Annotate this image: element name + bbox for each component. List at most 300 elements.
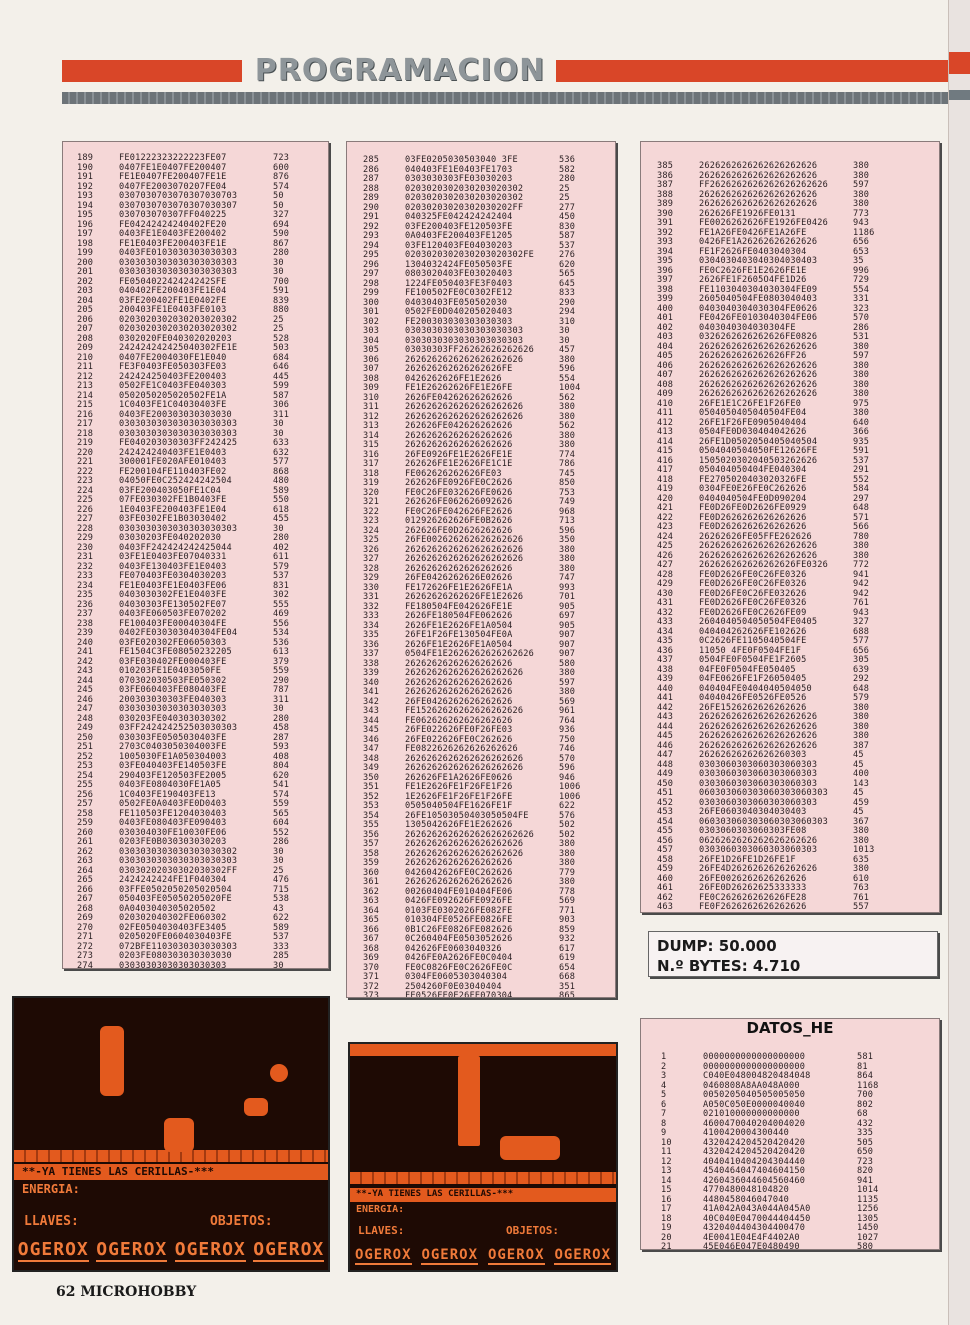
hex-data: 0103FE0302026FE082FE [405,905,513,916]
checksum: 867 [273,238,290,249]
page-footer: 62 MICROHOBBY [56,1284,197,1300]
hex-data: 040325FE042424242404 [405,212,513,222]
line-number: 19 [661,1223,672,1233]
line-number: 209 [77,343,94,353]
checksum: 554 [559,373,576,384]
hex-data: FE1E26262626FE1E26FE [405,383,513,393]
hex-data: FE050402242424242SFE [119,276,227,287]
hex-data: FE100502FE0C0302FE12 [405,288,513,298]
edge-stripe-grey [949,90,970,100]
checksum: 996 [853,265,870,276]
hex-data: 0407FE2003070207FE04 [119,181,227,192]
line-number: 413 [657,427,674,437]
checksum: 880 [273,305,290,315]
checksum: 833 [559,288,576,298]
game2-logo: OGEROX [354,1247,412,1263]
checksum: 600 [273,162,290,173]
checksum: 459 [853,797,870,808]
listing-row [363,992,593,998]
hex-data: 1E0403FE200403FE1E04 [119,504,227,515]
checksum: 576 [559,810,576,821]
checksum: 942 [853,588,870,599]
line-number: 371 [363,972,380,982]
checksum: 648 [853,503,870,513]
hex-data: 0502FE0D040205020403 [405,307,513,317]
game1-objetos: OBJETOS: [210,1214,273,1229]
line-number: 458 [657,854,674,865]
checksum: 943 [853,218,870,228]
hex-data: 0303030303030303030303 [119,428,238,439]
game1-banner: **-YA TIENES LAS CERILLAS-*** [22,1165,215,1178]
line-number: 339 [363,668,380,678]
line-number: 433 [657,617,674,627]
checksum: 566 [853,522,870,532]
hex-data: 0307030703070307030307 [119,200,238,211]
hex-data: 0303030303030303030303 [405,326,524,336]
hex-data: 060303060303060303060303 [699,788,828,798]
line-number: 316 [363,449,380,460]
line-number: 264 [77,865,94,876]
hex-data: 0502FE0A0403FE0D0403 [119,799,227,809]
checksum: 581 [857,1052,874,1062]
hex-data: FE0D26FE0D2626FE0929 [699,503,807,513]
hex-data: 060303060303060303060303 [699,816,828,827]
line-number: 394 [657,246,674,257]
game2-energia: ENERGIA: [356,1204,405,1215]
line-number: 387 [657,180,674,190]
checksum: 276 [559,250,576,260]
hex-data: 262626FE042626262626 [405,421,513,431]
checksum: 380 [853,721,870,732]
line-number: 245 [77,685,94,695]
hex-data: 1305042626FE1E262626 [405,820,513,830]
checksum: 30 [273,856,284,866]
checksum: 688 [853,626,870,637]
hex-data: FE0822626262626262626 [405,744,518,754]
checksum: 557 [853,902,870,912]
checksum: 653 [853,246,870,257]
line-number: 331 [363,592,380,602]
hex-data: 26262626262626262626 [405,563,513,574]
line-number: 212 [77,371,94,382]
game2-logo-row [350,1244,616,1268]
line-number: 410 [657,398,674,409]
header-rule [62,92,948,104]
line-number: 315 [363,440,380,450]
checksum: 700 [857,1090,874,1100]
hex-data: 0203FE0B030303030203 [119,837,227,847]
checksum: 457 [559,345,576,355]
line-number: 291 [363,212,380,222]
hex-data: 2626FE04262626262626 [405,392,513,403]
hex-data: 0504FE0F0504FE1F2605 [699,655,807,665]
line-number: 396 [657,265,674,276]
line-number: 252 [77,751,94,762]
line-number: 403 [657,332,674,342]
hex-data: 07FE030302FE1B0403FE [119,495,227,505]
line-number: 442 [657,702,674,713]
checksum: 537 [273,932,290,942]
checksum: 700 [273,276,290,287]
line-number: 436 [657,645,674,656]
checksum: 729 [853,275,870,285]
line-number: 214 [77,390,94,401]
line-number: 320 [363,487,380,498]
hex-data: FE0526FE0E26FE070304 [405,991,513,998]
checksum: 620 [559,259,576,270]
checksum: 367 [853,816,870,827]
hex-data: FE0F2626262626262626 [699,902,807,912]
checksum: 45 [853,759,864,770]
line-number: 367 [363,934,380,944]
line-number: 222 [77,466,94,477]
checksum: 570 [853,313,870,323]
line-number: 362 [363,886,380,897]
hex-data: FE0D2626FE0C26FE0326 [699,579,807,589]
line-number: 6 [661,1099,667,1110]
checksum: 380 [853,712,870,722]
hex-data: 010203FE1E0403050FE [119,666,222,676]
line-number: 310 [363,392,380,403]
hex-data: FE3F0403FE050303FE03 [119,362,227,372]
checksum: 1135 [857,1194,879,1205]
checksum: 694 [273,219,290,230]
line-number: 236 [77,599,94,610]
line-number: 7 [661,1109,667,1119]
checksum: 432 [857,1118,874,1129]
checksum: 859 [559,924,576,935]
line-number: 230 [77,542,94,553]
hex-data: 262626FE0D2626262626 [405,525,513,536]
checksum: 81 [857,1061,868,1072]
hex-data: 04FE0626FE1F26050405 [699,674,807,684]
line-number: 233 [77,571,94,581]
hex-data: 0304FE0E26FE0C262626 [699,484,807,494]
line-number: 303 [363,326,380,336]
line-number: 305 [363,345,380,355]
line-number: 2 [661,1061,667,1072]
checksum: 380 [559,354,576,365]
checksum: 620 [273,770,290,781]
checksum: 591 [273,286,290,296]
checksum: 839 [273,295,290,306]
line-number: 430 [657,588,674,599]
hex-data: 0403FF242424242425044 [119,542,232,553]
line-number: 306 [363,354,380,365]
checksum: 528 [273,333,290,344]
hex-data: 26FE022626FE0F26FE03 [405,725,513,735]
checksum: 905 [559,601,576,612]
checksum: 450 [559,212,576,222]
checksum: 45 [853,788,864,798]
hex-data: 26262626262626FE1E2626 [405,592,524,602]
checksum: 380 [853,170,870,181]
checksum: 865 [559,991,576,998]
checksum: 380 [853,189,870,200]
hex-data: FF2626262626262626262626 [699,180,828,190]
checksum: 476 [273,875,290,885]
checksum: 402 [273,542,290,553]
checksum: 654 [559,962,576,973]
checksum: 45 [853,807,864,817]
line-number: 216 [77,409,94,420]
checksum: 25 [273,865,284,876]
checksum: 613 [273,647,290,657]
listing-panel-3 [640,141,940,913]
hex-data: 0404040504FE0D090204 [699,493,807,504]
hex-data: 012926262626FE0B2626 [405,516,513,526]
line-number: 229 [77,533,94,543]
hex-data: 2626FE1F2605O4FE1D26 [699,275,807,285]
line-number: 407 [657,370,674,380]
hex-data: 2626262626262626262626 [699,379,818,390]
line-number: 271 [77,932,94,942]
line-number: 319 [363,478,380,488]
game2-llaves: LLAVES: [358,1224,405,1237]
checksum: 380 [853,550,870,561]
hex-data: 2626262626262626262626 [405,753,524,764]
checksum: 30 [273,257,284,268]
line-number: 322 [363,506,380,517]
hex-data: FE100403FE00040304FE [119,618,227,629]
line-number: 274 [77,960,94,969]
checksum: 941 [853,569,870,580]
checksum: 580 [857,1242,874,1250]
line-number: 242 [77,656,94,667]
checksum: 587 [273,390,290,401]
hex-data: 2626262626262626262626 [699,389,818,399]
hex-data: 4770480048104820 [703,1185,789,1195]
hex-data: 04050FE0C252424242504 [119,476,232,486]
line-number: 296 [363,259,380,270]
hex-data: 26262626262626262626 [405,658,513,669]
line-number: 15 [661,1185,672,1195]
line-number: 247 [77,704,94,714]
checksum: 562 [559,421,576,431]
hex-data: FE1E0407FE200407FE1E [119,172,227,182]
hex-data: 1005030FE1A050304003 [119,751,227,762]
line-number: 1 [661,1052,667,1062]
hex-data: 0307030703070307030703 [119,191,238,201]
hex-data: 0502FE1C0403FE040303 [119,381,227,391]
hex-data: FE040203030303FF242425 [119,438,238,448]
hex-data: 03030303030303030303 [119,960,227,969]
game2-floor [350,1172,616,1184]
hex-data: 0303030303030303030303 [119,523,238,534]
checksum: 290 [273,675,290,686]
line-number [657,913,699,914]
hex-data: 0302020FE040302020203 [119,333,232,344]
checksum: 380 [853,370,870,380]
hex-data: FE1103040304030304FE09 [699,284,818,295]
hex-data: 26FE0926FE1E2626FE1E [405,449,513,460]
hex-data: 03030202030302030302FF [119,865,238,876]
hex-data: 03030203FE040202030 [119,533,222,543]
hex-data: FE0D2626FE0C26FE0326 [699,598,807,608]
hex-data: 03FE020302FE06050303 [119,637,227,648]
line-number: 218 [77,428,94,439]
checksum: 445 [273,371,290,382]
line-number: 258 [77,808,94,819]
checksum: 975 [853,398,870,409]
hex-data: FE200104FE110403FE02 [119,466,227,477]
hex-data: 0403FE0804030FE1A05 [119,780,222,790]
hex-data: 262626FE0926FE0C2626 [405,478,513,488]
checksum: 537 [559,240,576,251]
line-number: 11 [661,1147,672,1157]
line-number: 313 [363,421,380,431]
line-number: 193 [77,191,94,201]
hex-data: 26FE1D26FE1D26FE1F [699,854,796,865]
checksum: 753 [559,487,576,498]
checksum: 589 [273,485,290,496]
checksum: 555 [273,599,290,610]
hex-data: 4260436044604560460 [703,1175,806,1186]
hex-data: 040404262626FE102626 [699,626,807,637]
line-number: 432 [657,607,674,618]
hex-data: FE172626FE1E2626FE1A [405,582,513,593]
game2-ceiling [350,1044,616,1056]
checksum: 1013 [853,845,875,855]
hex-data: 0426FE0A2626FE0C0404 [405,953,513,963]
hex-data: 0504FE1E2626262626262626 [405,649,534,659]
hex-data: 050403FE05050205020FE [119,894,232,904]
checksum: 25 [273,324,284,334]
line-number: 356 [363,829,380,840]
line-number: 397 [657,275,674,285]
hex-data: 0203020302030203020302 [119,314,238,325]
checksum: 1186 [853,227,875,238]
hex-data: 26262626262626262626 [405,877,513,887]
hex-data: 02030203020302030202FF [405,202,524,213]
line-number: 359 [363,858,380,868]
checksum: 541 [273,780,290,790]
checksum: 331 [853,294,870,304]
checksum: 408 [273,751,290,762]
game2-pillar [458,1056,480,1146]
line-number: 330 [363,582,380,593]
line-number: 199 [77,248,94,258]
checksum: 639 [853,664,870,675]
hex-data: 2626FE1E2626FE1A0504 [405,639,513,650]
hex-data: 0403040304030304FE [699,322,796,333]
checksum: 291 [853,465,870,475]
game1-logo: OGEROX [96,1238,168,1260]
line-number: 12 [661,1156,672,1167]
hex-data: FE180504FE042626FE1E [405,601,513,612]
line-number: 390 [657,208,674,219]
game2-logo: OGEROX [421,1247,479,1263]
hex-data: 0303060303060303060303 [699,778,818,789]
line-number: 220 [77,447,94,458]
line-number: 196 [77,219,94,230]
line-number: 447 [657,750,674,760]
line-number: 249 [77,723,94,733]
checksum: 323 [853,303,870,314]
line-number: 460 [657,873,674,884]
line-number: 340 [363,677,380,688]
hex-data: 262626FE1926FE0131 [699,208,796,219]
checksum: 764 [559,715,576,726]
hex-data: 242424240403FE1E0403 [119,447,227,458]
hex-data: FE0D2626FE0C26FE0326 [699,569,807,580]
hex-data: 2626262626262626262626 [405,411,524,422]
line-number: 259 [77,818,94,828]
checksum: 596 [559,364,576,374]
line-number: 14 [661,1175,672,1186]
checksum: 713 [559,516,576,526]
hex-data: 1C0403FE190403FE13 [119,789,216,800]
line-number: 309 [363,383,380,393]
checksum: 761 [853,892,870,903]
line-number: 427 [657,560,674,570]
hex-data: 26FE0603040304030403 [699,807,807,817]
header-bar-right [556,60,948,82]
line-number: 308 [363,373,380,384]
line-number: 329 [363,573,380,583]
hex-data: 021010000000000000 [703,1109,800,1119]
checksum: 505 [857,1137,874,1148]
checksum: 286 [853,322,870,333]
checksum: 684 [273,352,290,363]
checksum: 380 [853,341,870,352]
checksum: 640 [853,417,870,428]
checksum: 287 [273,732,290,743]
hex-data: 0C260404FE0503052626 [405,934,513,944]
line-number: 440 [657,683,674,694]
checksum: 350 [559,535,576,545]
hex-data: 26FE1F26FE0905040404 [699,417,807,428]
hex-data: 0A0403FE200403FE1205 [405,231,513,241]
checksum: 311 [273,409,290,420]
hex-data: 0203020302030203020302 [119,324,238,334]
dump-box [648,931,938,977]
hex-data: 2626262626262626262626 [405,848,524,859]
checksum: 635 [853,854,870,865]
hex-data: FE070403FE0304030203 [119,571,227,581]
line-number: 208 [77,333,94,344]
line-number: 225 [77,495,94,505]
hex-data: 0304030403040304030403 [699,256,818,266]
line-number: 437 [657,655,674,665]
game-screenshot-2 [348,1042,618,1272]
hex-data: 290403FE120503FE2005 [119,770,227,781]
hex-data: 0403FE060503FE070202 [119,609,227,619]
line-number: 210 [77,352,94,363]
hex-data: FE0426FE0103040304FE06 [699,313,818,323]
hex-data: 4600470040204004020 [703,1118,806,1129]
line-number: 337 [363,649,380,659]
line-number: 292 [363,221,380,232]
hex-data: C040E048004820484048 [703,1071,811,1081]
line-number: 238 [77,618,94,629]
line-number: 455 [657,826,674,836]
line-number: 217 [77,419,94,429]
line-number: 361 [363,877,380,887]
hex-data: 26FE0426262626262626 [405,696,513,707]
checksum: 579 [853,693,870,703]
hex-data: 2626262626262626262626 [699,721,818,732]
line-number: 456 [657,835,674,846]
line-number: 402 [657,322,674,333]
line-number: 388 [657,189,674,200]
line-number: 312 [363,411,380,422]
line-number: 191 [77,172,94,182]
line-number: 227 [77,514,94,524]
hex-data: 4320424204520420420 [703,1137,806,1148]
checksum: 380 [559,554,576,564]
hex-data: 020302040302FE060302 [119,913,227,923]
